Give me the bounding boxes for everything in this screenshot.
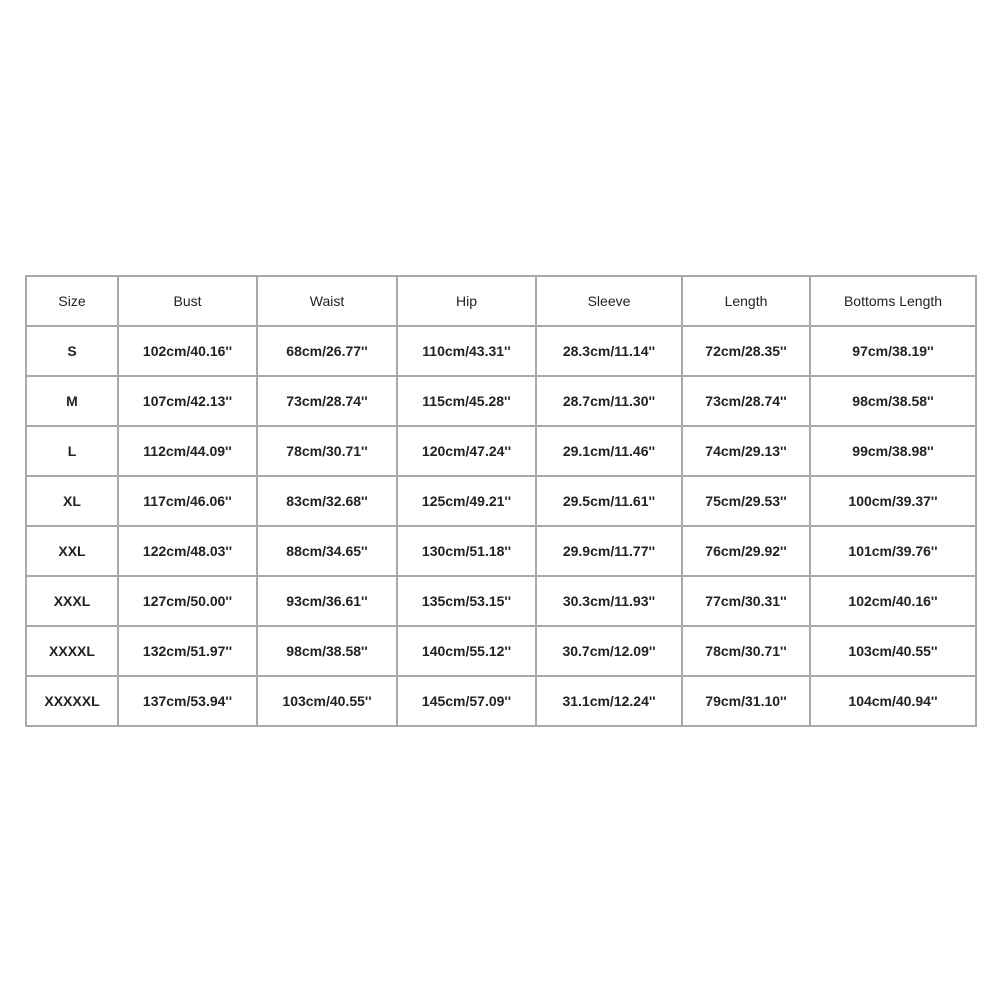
cell-hip: 145cm/57.09'' [398, 677, 537, 727]
table-row [27, 477, 977, 527]
size-chart-header [27, 277, 977, 327]
cell-hip: 135cm/53.15'' [398, 577, 537, 627]
cell-sleeve: 30.7cm/12.09'' [537, 627, 683, 677]
header-row [27, 277, 977, 327]
cell-size: XXXL [27, 577, 119, 627]
cell-bust: 127cm/50.00'' [119, 577, 258, 627]
cell-bottoms-length: 97cm/38.19'' [811, 327, 977, 377]
cell-bottoms-length: 102cm/40.16'' [811, 577, 977, 627]
table-row [27, 377, 977, 427]
cell-hip: 115cm/45.28'' [398, 377, 537, 427]
cell-length: 73cm/28.74'' [683, 377, 811, 427]
cell-waist: 88cm/34.65'' [258, 527, 398, 577]
cell-waist: 103cm/40.55'' [258, 677, 398, 727]
cell-bust: 117cm/46.06'' [119, 477, 258, 527]
cell-bottoms-length: 103cm/40.55'' [811, 627, 977, 677]
cell-bottoms-length: 99cm/38.98'' [811, 427, 977, 477]
cell-sleeve: 29.9cm/11.77'' [537, 527, 683, 577]
cell-length: 72cm/28.35'' [683, 327, 811, 377]
header-size: Size [27, 277, 119, 327]
size-chart-table [25, 275, 977, 727]
table-row [27, 427, 977, 477]
cell-size: XL [27, 477, 119, 527]
table-row [27, 327, 977, 377]
cell-bottoms-length: 98cm/38.58'' [811, 377, 977, 427]
cell-length: 79cm/31.10'' [683, 677, 811, 727]
table-row [27, 527, 977, 577]
cell-bust: 107cm/42.13'' [119, 377, 258, 427]
header-waist: Waist [258, 277, 398, 327]
header-sleeve: Sleeve [537, 277, 683, 327]
cell-sleeve: 28.3cm/11.14'' [537, 327, 683, 377]
cell-size: XXXXL [27, 627, 119, 677]
cell-waist: 83cm/32.68'' [258, 477, 398, 527]
cell-length: 77cm/30.31'' [683, 577, 811, 627]
cell-hip: 130cm/51.18'' [398, 527, 537, 577]
cell-waist: 78cm/30.71'' [258, 427, 398, 477]
cell-sleeve: 28.7cm/11.30'' [537, 377, 683, 427]
cell-bottoms-length: 100cm/39.37'' [811, 477, 977, 527]
cell-bust: 112cm/44.09'' [119, 427, 258, 477]
cell-bust: 137cm/53.94'' [119, 677, 258, 727]
cell-bust: 132cm/51.97'' [119, 627, 258, 677]
cell-waist: 98cm/38.58'' [258, 627, 398, 677]
cell-size: XXXXXL [27, 677, 119, 727]
cell-size: L [27, 427, 119, 477]
cell-length: 74cm/29.13'' [683, 427, 811, 477]
table-row [27, 577, 977, 627]
header-length: Length [683, 277, 811, 327]
cell-bottoms-length: 101cm/39.76'' [811, 527, 977, 577]
cell-length: 78cm/30.71'' [683, 627, 811, 677]
cell-waist: 93cm/36.61'' [258, 577, 398, 627]
header-bottoms-length: Bottoms Length [811, 277, 977, 327]
cell-sleeve: 30.3cm/11.93'' [537, 577, 683, 627]
header-hip: Hip [398, 277, 537, 327]
cell-hip: 125cm/49.21'' [398, 477, 537, 527]
cell-hip: 140cm/55.12'' [398, 627, 537, 677]
cell-bottoms-length: 104cm/40.94'' [811, 677, 977, 727]
table-row [27, 677, 977, 727]
cell-sleeve: 29.5cm/11.61'' [537, 477, 683, 527]
cell-waist: 73cm/28.74'' [258, 377, 398, 427]
cell-hip: 110cm/43.31'' [398, 327, 537, 377]
cell-waist: 68cm/26.77'' [258, 327, 398, 377]
table-row [27, 627, 977, 677]
cell-bust: 102cm/40.16'' [119, 327, 258, 377]
cell-bust: 122cm/48.03'' [119, 527, 258, 577]
size-chart-body [27, 327, 977, 727]
cell-length: 76cm/29.92'' [683, 527, 811, 577]
cell-sleeve: 31.1cm/12.24'' [537, 677, 683, 727]
cell-hip: 120cm/47.24'' [398, 427, 537, 477]
cell-size: XXL [27, 527, 119, 577]
cell-size: M [27, 377, 119, 427]
cell-length: 75cm/29.53'' [683, 477, 811, 527]
header-bust: Bust [119, 277, 258, 327]
cell-sleeve: 29.1cm/11.46'' [537, 427, 683, 477]
cell-size: S [27, 327, 119, 377]
